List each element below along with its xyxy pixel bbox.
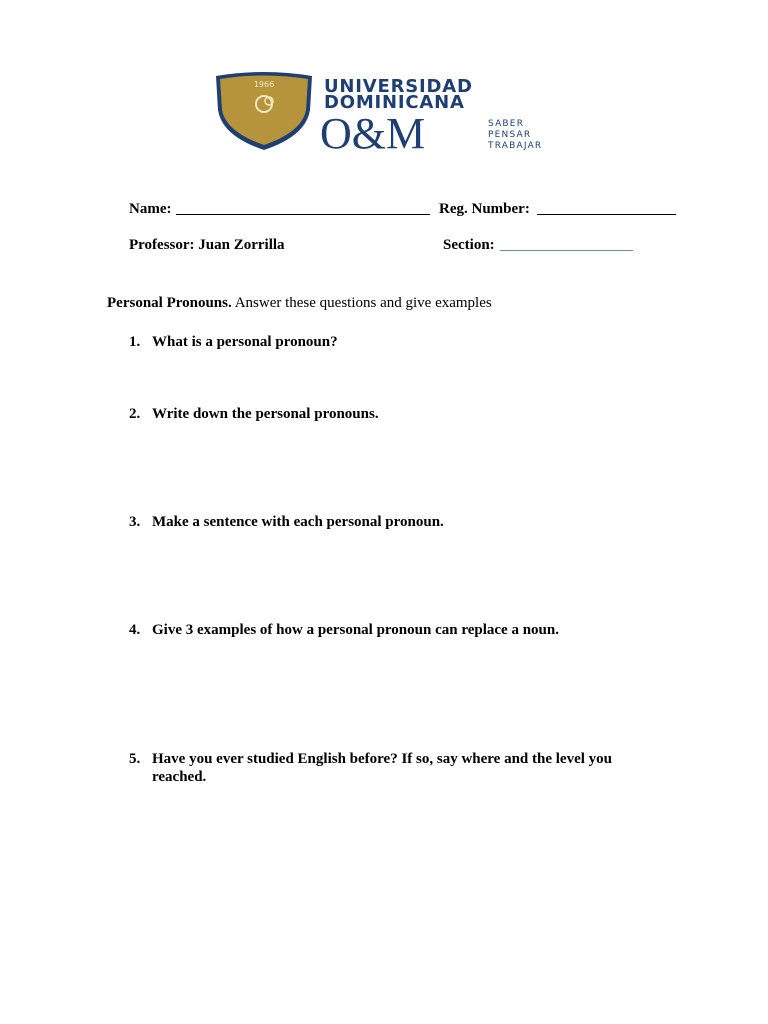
section-heading — [107, 295, 492, 312]
logo-motto-pensar: PENSAR — [488, 130, 532, 140]
shield-year: 1966 — [253, 80, 275, 89]
professor-label: Professor: Juan Zorrilla — [129, 237, 285, 253]
question-text: Make a sentence with each personal pronoun. — [152, 514, 444, 530]
name-field[interactable] — [176, 214, 430, 215]
question-text: What is a personal pronoun? — [152, 334, 338, 350]
question-number: 5. — [129, 751, 141, 767]
logo-motto-saber: SABER — [488, 119, 525, 129]
section-title: Personal Pronouns. — [107, 295, 232, 311]
question-text: Give 3 examples of how a personal pronoun can replace a noun. — [152, 622, 559, 638]
university-logo — [214, 70, 550, 152]
section-instruction: Answer these questions and give examples — [234, 295, 492, 311]
question-number: 3. — [129, 514, 141, 530]
shield-emblem — [216, 72, 312, 150]
section-field[interactable] — [500, 250, 633, 251]
question-number: 1. — [129, 334, 141, 350]
question-number: 2. — [129, 406, 141, 422]
logo-om-mark: O&M — [320, 109, 426, 152]
name-label: Name: — [129, 201, 172, 217]
question-text: Write down the personal pronouns. — [152, 406, 379, 422]
question-number: 4. — [129, 622, 141, 638]
logo-line-universidad: UNIVERSIDAD — [324, 76, 473, 97]
question-text: Have you ever studied English before? If so, say where and the level you reached. — [152, 751, 613, 785]
reg-number-label: Reg. Number: — [439, 201, 530, 217]
logo-motto-trabajar: TRABAJAR — [488, 141, 543, 151]
logo-line-dominicana: DOMINICANA — [324, 92, 465, 113]
reg-number-field[interactable] — [537, 214, 676, 215]
section-label: Section: — [443, 237, 495, 253]
